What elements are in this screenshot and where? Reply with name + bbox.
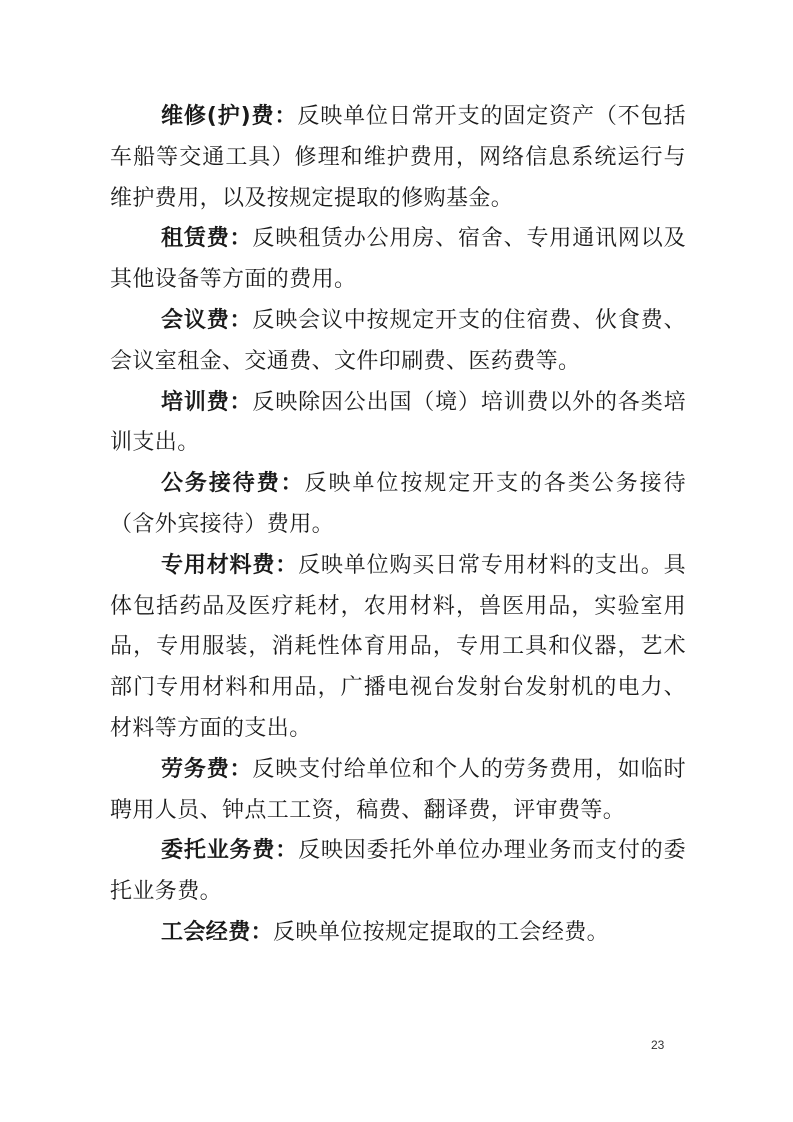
term-description: 反映会议中按规定开支的住宿费、伙食费、会议室租金、交通费、文件印刷费、医药费等。 [110, 307, 686, 374]
term-label: 公务接待费： [161, 471, 305, 497]
term-description: 反映租赁办公用房、宿舍、专用通讯网以及其他设备等方面的费用。 [110, 226, 686, 293]
paragraph-repair-fee [110, 97, 686, 219]
paragraph-meeting-fee [110, 301, 686, 383]
term-description: 反映支付给单位和个人的劳务费用，如临时聘用人员、钟点工工资，稿费、翻译费，评审费等。 [110, 756, 686, 823]
paragraph-commission-fee [110, 831, 686, 913]
paragraph-union-fee [110, 913, 686, 954]
term-description: 反映单位按规定提取的工会经费。 [273, 919, 610, 945]
term-description: 反映因委托外单位办理业务而支付的委托业务费。 [110, 838, 686, 905]
term-label: 专用材料费： [161, 552, 299, 578]
term-description: 反映单位购买日常专用材料的支出。具体包括药品及医疗耗材，农用材料，兽医用品，实验室用品，专用服装，消耗性体育用品，专用工具和仪器，艺术部门专用材料和用品，广播电视台发射台发射机的电力、材料等方面的支出。 [110, 552, 686, 741]
term-label: 维修(护)费： [161, 104, 298, 129]
paragraph-reception-fee [110, 464, 686, 546]
term-label: 委托业务费： [161, 838, 299, 864]
term-label: 工会经费： [161, 919, 274, 945]
document-body [110, 97, 686, 954]
paragraph-training-fee [110, 383, 686, 465]
term-description: 反映除因公出国（境）培训费以外的各类培训支出。 [110, 389, 686, 456]
paragraph-materials-fee [110, 546, 686, 750]
term-label: 培训费： [161, 389, 253, 415]
term-label: 租赁费： [161, 226, 253, 252]
paragraph-rental-fee [110, 219, 686, 301]
page-number: 23 [651, 1038, 665, 1052]
paragraph-labor-fee [110, 750, 686, 832]
term-label: 劳务费： [161, 756, 253, 782]
term-description: 反映单位按规定开支的各类公务接待（含外宾接待）费用。 [110, 471, 687, 537]
term-description: 反映单位日常开支的固定资产（不包括车船等交通工具）修理和维护费用，网络信息系统运行与维护费用，以及按规定提取的修购基金。 [110, 104, 686, 211]
term-label: 会议费： [161, 307, 253, 333]
